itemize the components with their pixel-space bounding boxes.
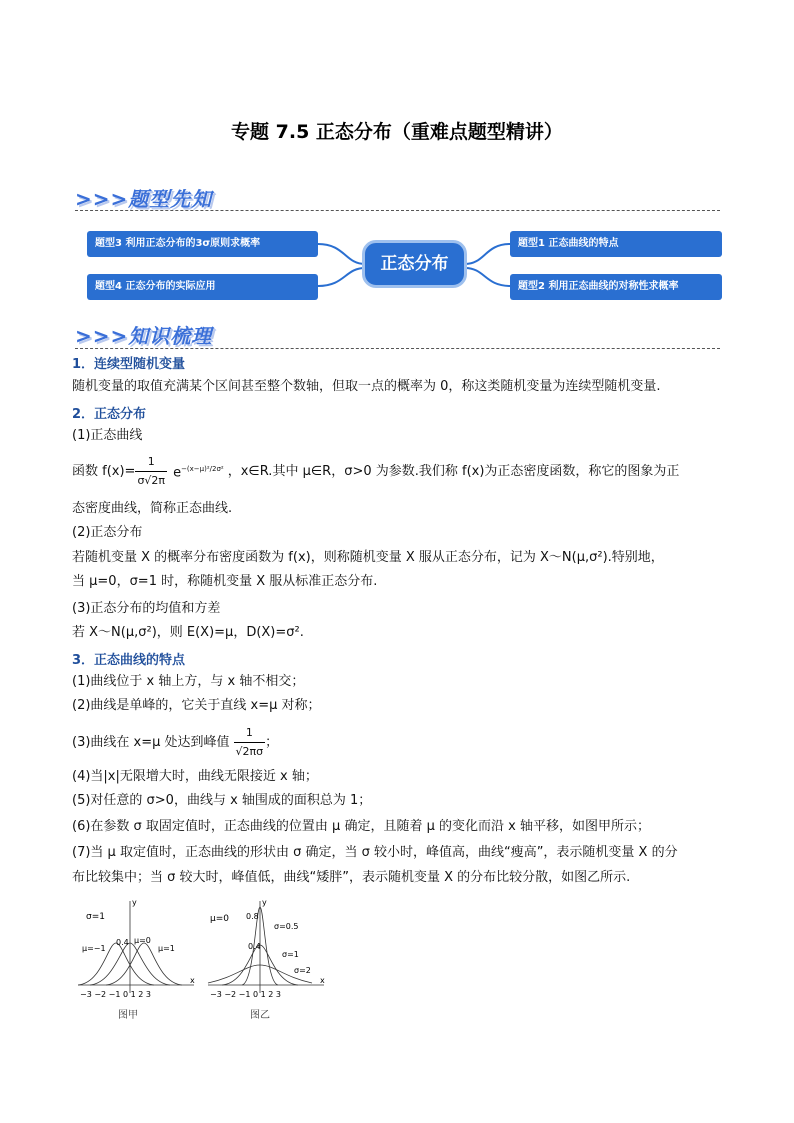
feature-3-suffix: ； (265, 734, 279, 750)
paragraph-normal-def-1: 若随机变量 X 的概率分布密度函数为 f(x)，则称随机变量 X 服从正态分布，记为 X～N(μ,σ²).特别地， (72, 550, 664, 565)
feature-4: (4)当|x|无限增大时，曲线无限接近 x 轴； (72, 769, 318, 784)
mindmap-node-type1: 题型1 正态曲线的特点 (510, 231, 722, 257)
feature-3 (72, 724, 278, 761)
feature-6: (6)在参数 σ 取固定值时，正态曲线的位置由 μ 确定，且随着 μ 的变化而沿 x 轴平移，如图甲所示； (72, 819, 650, 834)
figure-yi (202, 893, 332, 1003)
paragraph-continuous-rv: 随机变量的取值充满某个区间甚至整个数轴，但取一点的概率为 0，称这类随机变量为连续型随机变量. (72, 379, 661, 394)
subheading-normal-distribution: (2)正态分布 (72, 525, 143, 540)
x-label: x (190, 976, 195, 985)
subheading-normal-curve: (1)正态曲线 (72, 428, 143, 443)
heading-normal-distribution: 2．正态分布 (72, 407, 147, 422)
label-sigma1: σ=1 (282, 950, 299, 959)
section-tag-knowledge: >>>知识梳理 (75, 324, 213, 348)
section-divider (75, 210, 720, 211)
formula-suffix: ，x∈R.其中 μ∈R，σ>0 为参数.我们称 f(x)为正态密度函数，称它的图象为正 (227, 463, 680, 479)
label-mu1: μ=1 (158, 944, 175, 953)
label-mu0: μ=0 (134, 936, 151, 945)
feature-1: (1)曲线位于 x 轴上方，与 x 轴不相交； (72, 674, 305, 689)
paragraph-normal-def-2: 当 μ=0，σ=1 时，称随机变量 X 服从标准正态分布. (72, 574, 378, 589)
feature-3-prefix: (3)曲线在 x=μ 处达到峰值 (72, 734, 230, 750)
figure-jia (72, 893, 202, 1003)
paragraph-mean-variance: 若 X～N(μ,σ²)，则 E(X)=μ，D(X)=σ². (72, 625, 304, 640)
formula-exponential (173, 460, 224, 482)
formula-normal-density (72, 453, 679, 490)
y-label: y (262, 898, 267, 907)
feature-5: (5)对任意的 σ>0，曲线与 x 轴围成的面积总为 1； (72, 793, 372, 808)
tick-labels: −3 −2 −1 0 1 2 3 (80, 990, 151, 999)
label-0-4: 0.4 (248, 942, 261, 951)
caption-yi: 图乙 (250, 1010, 270, 1021)
section-divider (75, 348, 720, 349)
label-0-4: 0.4 (116, 938, 129, 947)
y-label: y (132, 898, 137, 907)
page-title: 专题 7.5 正态分布（重难点题型精讲） (231, 121, 563, 143)
heading-curve-features: 3．正态曲线的特点 (72, 653, 186, 668)
label-sigma05: σ=0.5 (274, 922, 299, 931)
feature-2: (2)曲线是单峰的，它关于直线 x=μ 对称； (72, 698, 321, 713)
mindmap-node-type4: 题型4 正态分布的实际应用 (87, 274, 318, 300)
label-0-8: 0.8 (246, 912, 259, 921)
subheading-mean-variance: (3)正态分布的均值和方差 (72, 601, 221, 616)
formula-prefix: 函数 f(x)= (72, 463, 136, 479)
formula-numerator: 1 (135, 453, 167, 472)
label-sigma2: σ=2 (294, 966, 311, 975)
heading-continuous-rv: 1．连续型随机变量 (72, 357, 186, 372)
feature-7-line2: 布比较集中；当 σ 较大时，峰值低，曲线“矮胖”，表示随机变量 X 的分布比较分散，如图乙所示. (72, 870, 631, 885)
formula-e: e (173, 465, 182, 481)
label-mu0: μ=0 (210, 914, 229, 924)
feature-3-fraction (234, 724, 266, 761)
formula-fraction (135, 453, 167, 490)
section-tag-question-types: >>>题型先知 (75, 187, 213, 211)
mindmap-node-type3: 题型3 利用正态分布的3σ原则求概率 (87, 231, 318, 257)
tick-labels: −3 −2 −1 0 1 2 3 (210, 990, 281, 999)
feature-7-line1: (7)当 μ 取定值时，正态曲线的形状由 σ 确定，当 σ 较小时，峰值高，曲线“瘦高”，表示随机变量 X 的分 (72, 845, 678, 860)
formula-denominator: σ√2π (137, 474, 166, 487)
mindmap-node-type2: 题型2 利用正态曲线的对称性求概率 (510, 274, 722, 300)
caption-jia: 图甲 (118, 1010, 138, 1021)
formula-exponent: −(x−μ)²/2σ² (181, 465, 224, 474)
feature-3-numerator: 1 (234, 724, 266, 743)
formula-line2: 态密度曲线，简称正态曲线. (72, 501, 233, 516)
label-mu-neg1: μ=−1 (82, 944, 106, 953)
label-sigma1: σ=1 (86, 912, 105, 922)
mindmap-center: 正态分布 (362, 240, 467, 288)
feature-3-denominator: √2πσ (235, 745, 264, 758)
x-label: x (320, 976, 325, 985)
